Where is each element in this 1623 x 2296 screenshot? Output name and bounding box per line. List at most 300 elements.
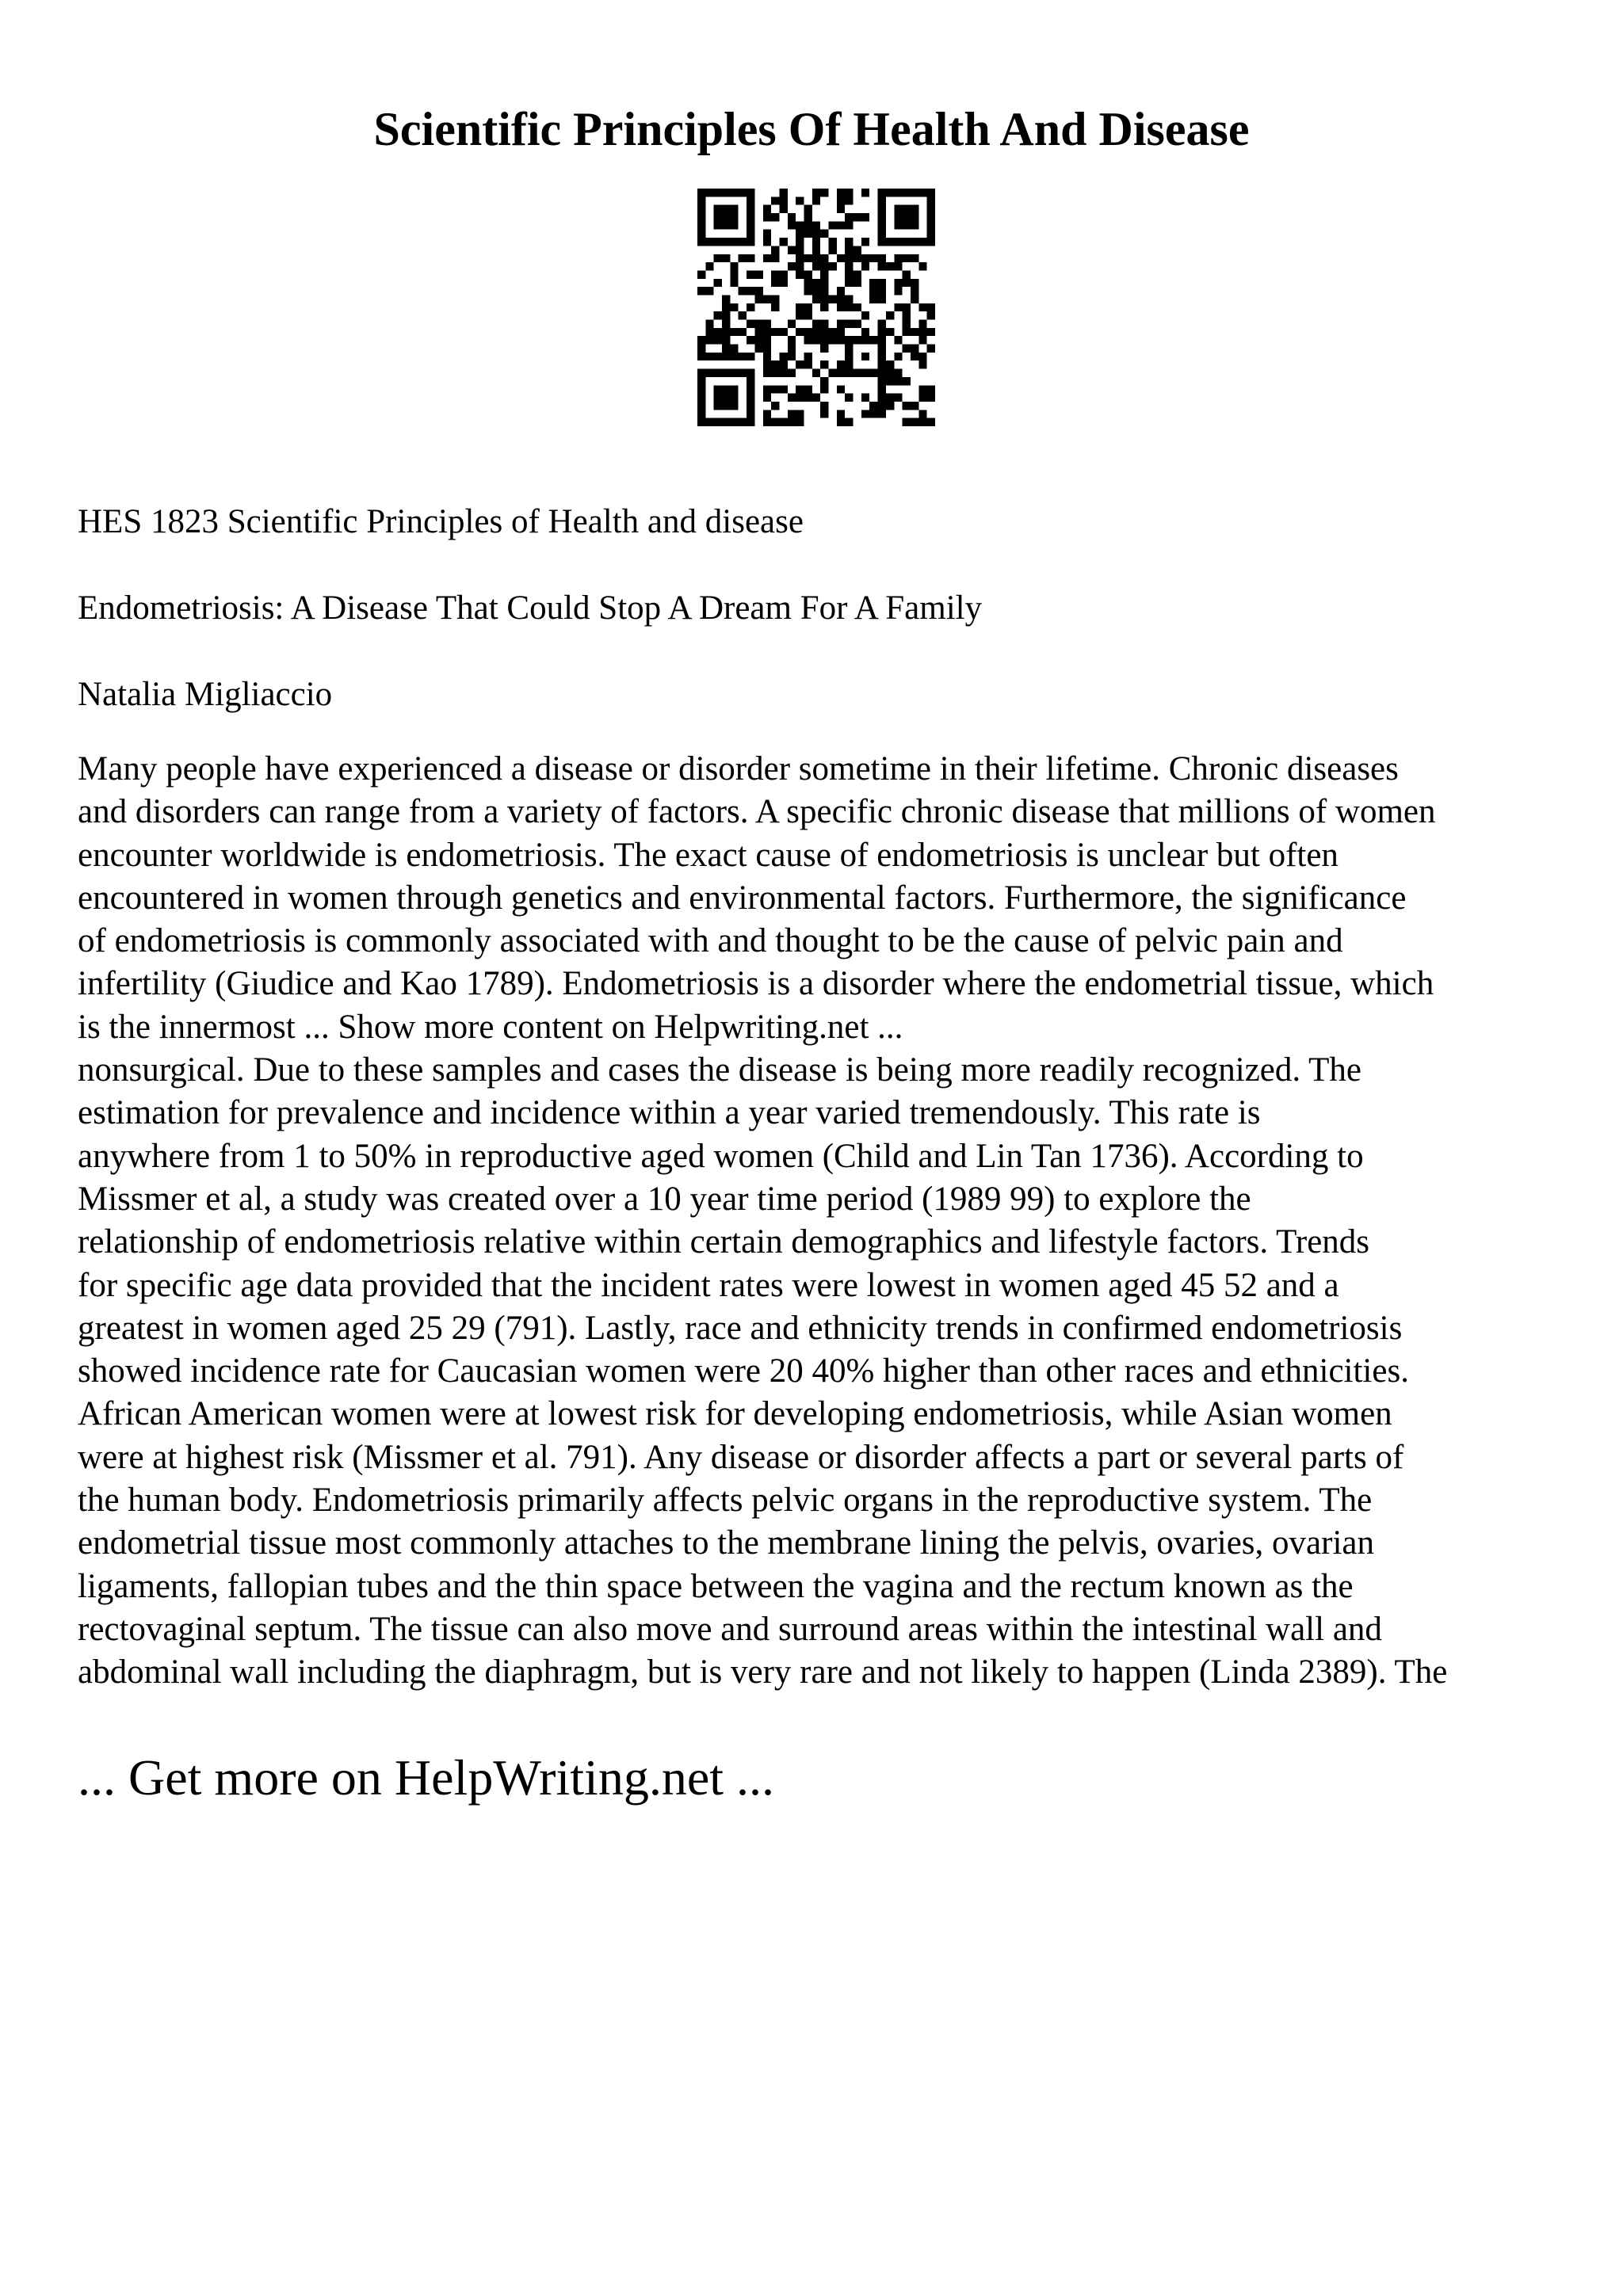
qr-module: [837, 369, 845, 377]
qr-module: [829, 328, 837, 336]
qr-module: [747, 221, 754, 229]
qr-module: [739, 328, 747, 336]
qr-module: [763, 328, 771, 336]
qr-module: [903, 311, 911, 319]
qr-module: [878, 402, 886, 410]
qr-module: [927, 230, 935, 238]
qr-module: [812, 189, 820, 196]
qr-module: [854, 254, 861, 262]
qr-module: [918, 418, 926, 426]
qr-module: [854, 303, 861, 311]
qr-module: [714, 402, 722, 410]
qr-module: [845, 360, 853, 368]
qr-module: [894, 213, 902, 221]
qr-module: [714, 394, 722, 402]
qr-module: [886, 238, 894, 246]
qr-module: [705, 418, 713, 426]
qr-module: [878, 279, 886, 287]
qr-module: [845, 213, 853, 221]
qr-module: [730, 328, 738, 336]
qr-module: [796, 221, 804, 229]
qr-module: [747, 270, 754, 278]
qr-module: [886, 369, 894, 377]
qr-module: [730, 279, 738, 287]
qr-module: [894, 353, 902, 360]
qr-module: [804, 270, 812, 278]
body-line: rectovaginal septum. The tissue can also move and surround areas within the intestinal wall and: [78, 1610, 1382, 1648]
qr-module: [829, 369, 837, 377]
qr-module: [747, 196, 754, 204]
qr-module: [714, 385, 722, 393]
qr-module: [754, 328, 762, 336]
qr-module: [812, 320, 820, 328]
qr-module: [722, 311, 730, 319]
qr-module: [779, 353, 787, 360]
qr-module: [730, 345, 738, 353]
qr-module: [804, 221, 812, 229]
qr-module: [837, 418, 845, 426]
qr-module: [796, 246, 804, 254]
body-line: endometrial tissue most commonly attaches to the membrane lining the pelvis, ovaries, ovarian: [78, 1524, 1374, 1562]
qr-module: [820, 328, 828, 336]
qr-module: [730, 385, 738, 393]
qr-module: [754, 345, 762, 353]
qr-module: [927, 238, 935, 246]
qr-module: [918, 262, 926, 270]
qr-module: [845, 336, 853, 344]
qr-module: [804, 279, 812, 287]
qr-module: [869, 336, 877, 344]
qr-module: [788, 418, 796, 426]
qr-module: [722, 254, 730, 262]
qr-module: [697, 270, 705, 278]
qr-module: [763, 320, 771, 328]
qr-module: [886, 402, 894, 410]
body-line: nonsurgical. Due to these samples and cases the disease is being more readily recognized. The: [78, 1051, 1361, 1089]
qr-module: [771, 328, 779, 336]
qr-module: [796, 360, 804, 368]
qr-module: [911, 189, 918, 196]
qr-module: [722, 353, 730, 360]
qr-module: [854, 369, 861, 377]
qr-module: [804, 311, 812, 319]
qr-module: [788, 213, 796, 221]
qr-module: [861, 311, 869, 319]
qr-module: [861, 328, 869, 336]
qr-module: [771, 360, 779, 368]
qr-module: [903, 303, 911, 311]
qr-module: [779, 238, 787, 246]
qr-module: [763, 238, 771, 246]
qr-module: [854, 246, 861, 254]
qr-module: [730, 238, 738, 246]
qr-module: [730, 205, 738, 213]
qr-module: [747, 353, 754, 360]
qr-module: [739, 254, 747, 262]
qr-module: [796, 262, 804, 270]
body-line: estimation for prevalence and incidence within a year varied tremendously. This rate is: [78, 1094, 1261, 1132]
qr-module: [763, 385, 771, 393]
qr-module: [771, 369, 779, 377]
qr-module: [918, 410, 926, 418]
qr-module: [804, 336, 812, 344]
body-line: of endometriosis is commonly associated with and thought to be the cause of pelvic pain and: [78, 922, 1343, 960]
qr-module: [861, 213, 869, 221]
qr-module: [829, 336, 837, 344]
qr-module: [903, 189, 911, 196]
qr-module: [779, 385, 787, 393]
qr-module: [722, 345, 730, 353]
qr-module: [697, 238, 705, 246]
qr-module: [918, 385, 926, 393]
qr-module: [804, 353, 812, 360]
qr-module: [771, 270, 779, 278]
qr-module: [779, 205, 787, 213]
qr-module: [894, 254, 902, 262]
qr-module: [788, 246, 796, 254]
qr-module: [779, 279, 787, 287]
qr-module: [878, 262, 886, 270]
qr-module: [812, 238, 820, 246]
qr-module: [796, 238, 804, 246]
qr-module: [747, 385, 754, 393]
qr-module: [714, 205, 722, 213]
qr-module: [829, 295, 837, 303]
qr-module: [878, 394, 886, 402]
qr-module: [861, 336, 869, 344]
qr-module: [878, 336, 886, 344]
qr-module: [747, 238, 754, 246]
qr-module: [739, 369, 747, 377]
essay-title: Endometriosis: A Disease That Could Stop A Dream For A Family: [78, 589, 983, 627]
qr-module: [878, 385, 886, 393]
body-line: greatest in women aged 25 29 (791). Lastly, race and ethnicity trends in confirmed endometriosis: [78, 1309, 1403, 1347]
qr-module: [697, 287, 705, 295]
qr-module: [845, 254, 853, 262]
qr-module: [886, 377, 894, 385]
qr-module: [820, 410, 828, 418]
qr-module: [697, 410, 705, 418]
qr-module: [804, 303, 812, 311]
qr-module: [796, 328, 804, 336]
qr-module: [861, 189, 869, 196]
qr-module: [804, 230, 812, 238]
qr-module: [837, 320, 845, 328]
qr-module: [730, 262, 738, 270]
qr-module: [722, 369, 730, 377]
qr-module: [747, 303, 754, 311]
qr-module: [788, 221, 796, 229]
qr-module: [878, 205, 886, 213]
qr-module: [812, 295, 820, 303]
qr-module: [894, 189, 902, 196]
qr-module: [763, 213, 771, 221]
qr-module: [927, 385, 935, 393]
qr-module: [869, 369, 877, 377]
qr-module: [903, 254, 911, 262]
qr-module: [894, 336, 902, 344]
qr-module: [788, 369, 796, 377]
get-more-link[interactable]: ... Get more on HelpWriting.net ...: [78, 1749, 774, 1806]
qr-module: [845, 353, 853, 360]
qr-module: [714, 353, 722, 360]
qr-module: [722, 221, 730, 229]
qr-module: [820, 287, 828, 295]
qr-module: [911, 295, 918, 303]
qr-module: [697, 230, 705, 238]
qr-module: [886, 189, 894, 196]
qr-module: [903, 238, 911, 246]
qr-module: [845, 279, 853, 287]
qr-module: [722, 320, 730, 328]
qr-module: [911, 402, 918, 410]
qr-module: [878, 369, 886, 377]
qr-module: [788, 394, 796, 402]
qr-module: [763, 360, 771, 368]
qr-module: [918, 360, 926, 368]
qr-module: [927, 394, 935, 402]
qr-module: [739, 353, 747, 360]
qr-module: [911, 205, 918, 213]
qr-module: [697, 385, 705, 393]
qr-module: [730, 369, 738, 377]
qr-module: [903, 279, 911, 287]
qr-module: [714, 418, 722, 426]
qr-module: [714, 254, 722, 262]
qr-module: [878, 360, 886, 368]
qr-module: [796, 254, 804, 262]
body-line: abdominal wall including the diaphragm, but is very rare and not likely to happen (Linda 2389). The: [78, 1653, 1448, 1691]
qr-module: [927, 213, 935, 221]
qr-module: [804, 385, 812, 393]
qr-module: [763, 345, 771, 353]
qr-module: [820, 295, 828, 303]
qr-module: [747, 189, 754, 196]
qr-module: [771, 213, 779, 221]
qr-module: [911, 418, 918, 426]
qr-module: [714, 189, 722, 196]
qr-module: [697, 345, 705, 353]
qr-module: [911, 279, 918, 287]
qr-module: [911, 287, 918, 295]
qr-module: [779, 189, 787, 196]
qr-module: [754, 320, 762, 328]
qr-module: [722, 328, 730, 336]
qr-module: [804, 287, 812, 295]
qr-module: [829, 246, 837, 254]
qr-module: [845, 262, 853, 270]
qr-module: [837, 254, 845, 262]
qr-module: [820, 189, 828, 196]
qr-module: [812, 262, 820, 270]
qr-module: [705, 287, 713, 295]
qr-module: [722, 213, 730, 221]
qr-module: [754, 287, 762, 295]
qr-module: [714, 336, 722, 344]
qr-module: [705, 328, 713, 336]
qr-module: [861, 238, 869, 246]
qr-module: [763, 336, 771, 344]
qr-module: [796, 196, 804, 204]
qr-module: [878, 345, 886, 353]
qr-module: [820, 377, 828, 385]
qr-module: [747, 287, 754, 295]
qr-module: [779, 328, 787, 336]
qr-module: [829, 221, 837, 229]
qr-module: [812, 254, 820, 262]
qr-module: [911, 353, 918, 360]
qr-module: [845, 345, 853, 353]
qr-module: [812, 279, 820, 287]
qr-module: [861, 262, 869, 270]
qr-module: [894, 377, 902, 385]
qr-module: [845, 394, 853, 402]
qr-module: [903, 270, 911, 278]
qr-module: [788, 410, 796, 418]
qr-module: [747, 394, 754, 402]
qr-module: [869, 254, 877, 262]
qr-module: [796, 410, 804, 418]
qr-module: [788, 262, 796, 270]
qr-module: [829, 238, 837, 246]
qr-module: [697, 336, 705, 344]
qr-module: [812, 394, 820, 402]
course-line: HES 1823 Scientific Principles of Health and disease: [78, 503, 804, 540]
qr-module: [845, 303, 853, 311]
qr-module: [763, 394, 771, 402]
body-line: African American women were at lowest risk for developing endometriosis, while Asian women: [78, 1395, 1392, 1433]
qr-module: [754, 295, 762, 303]
qr-module: [796, 311, 804, 319]
qr-module: [927, 196, 935, 204]
qr-module: [747, 369, 754, 377]
qr-module: [739, 189, 747, 196]
qr-module: [804, 205, 812, 213]
qr-module: [697, 213, 705, 221]
qr-module: [927, 221, 935, 229]
qr-module: [854, 213, 861, 221]
qr-module: [869, 295, 877, 303]
qr-module: [886, 360, 894, 368]
qr-module: [894, 394, 902, 402]
qr-module: [697, 394, 705, 402]
qr-module: [697, 221, 705, 229]
qr-module: [747, 402, 754, 410]
qr-module: [705, 336, 713, 344]
qr-module: [722, 205, 730, 213]
qr-module: [927, 345, 935, 353]
qr-module: [697, 205, 705, 213]
body-line: the human body. Endometriosis primarily affects pelvic organs in the reproductive system. The: [78, 1482, 1373, 1520]
qr-module: [837, 336, 845, 344]
qr-module: [771, 196, 779, 204]
qr-module: [927, 189, 935, 196]
qr-module: [894, 303, 902, 311]
qr-module: [894, 279, 902, 287]
qr-module: [869, 410, 877, 418]
body-line: were at highest risk (Missmer et al. 791). Any disease or disorder affects a part or several parts of: [78, 1438, 1404, 1476]
qr-module: [771, 402, 779, 410]
qr-module: [714, 238, 722, 246]
qr-module: [747, 230, 754, 238]
qr-module: [854, 320, 861, 328]
qr-module: [927, 311, 935, 319]
qr-module: [763, 369, 771, 377]
qr-module: [714, 328, 722, 336]
qr-module: [763, 205, 771, 213]
qr-module: [804, 360, 812, 368]
qr-module: [771, 295, 779, 303]
qr-module: [804, 254, 812, 262]
qr-module: [779, 369, 787, 377]
qr-module: [804, 328, 812, 336]
qr-module: [796, 270, 804, 278]
qr-module: [854, 279, 861, 287]
qr-module: [820, 230, 828, 238]
qr-module: [763, 254, 771, 262]
qr-module: [796, 394, 804, 402]
body-text: [78, 748, 1583, 1695]
page-title: Scientific Principles Of Health And Disease: [373, 103, 1250, 155]
qr-module: [886, 311, 894, 319]
qr-module: [911, 213, 918, 221]
qr-module: [747, 320, 754, 328]
qr-module: [714, 279, 722, 287]
qr-module: [869, 279, 877, 287]
qr-module: [878, 254, 886, 262]
body-line: Missmer et al, a study was created over a 10 year time period (1989 99) to explore the: [78, 1180, 1251, 1218]
qr-module: [697, 189, 705, 196]
qr-module: [722, 189, 730, 196]
qr-module: [779, 196, 787, 204]
qr-module: [878, 221, 886, 229]
qr-module: [812, 230, 820, 238]
qr-module: [796, 303, 804, 311]
qr-module: [812, 369, 820, 377]
qr-module: [812, 287, 820, 295]
qr-module: [705, 320, 713, 328]
qr-module: [837, 385, 845, 393]
qr-module: [714, 213, 722, 221]
qr-module: [730, 189, 738, 196]
body-line: for specific age data provided that the incident rates were lowest in women aged 45 52 and a: [78, 1266, 1339, 1304]
qr-module: [845, 221, 853, 229]
qr-module: [771, 303, 779, 311]
qr-module: [697, 377, 705, 385]
qr-module: [837, 221, 845, 229]
qr-module: [894, 262, 902, 270]
qr-module: [771, 418, 779, 426]
qr-module: [911, 254, 918, 262]
qr-module: [763, 295, 771, 303]
qr-module: [747, 377, 754, 385]
qr-module: [854, 270, 861, 278]
qr-module: [894, 205, 902, 213]
qr-module: [903, 377, 911, 385]
qr-module: [886, 262, 894, 270]
qr-module: [722, 303, 730, 311]
qr-module: [820, 360, 828, 368]
qr-module: [796, 385, 804, 393]
qr-module: [714, 369, 722, 377]
qr-module: [903, 328, 911, 336]
qr-module: [730, 418, 738, 426]
qr-module: [722, 394, 730, 402]
qr-module: [927, 303, 935, 311]
body-line: Many people have experienced a disease or disorder sometime in their lifetime. Chronic diseases: [78, 750, 1399, 788]
qr-module: [820, 320, 828, 328]
body-line: encountered in women through genetics and environmental factors. Furthermore, the significance: [78, 879, 1407, 917]
